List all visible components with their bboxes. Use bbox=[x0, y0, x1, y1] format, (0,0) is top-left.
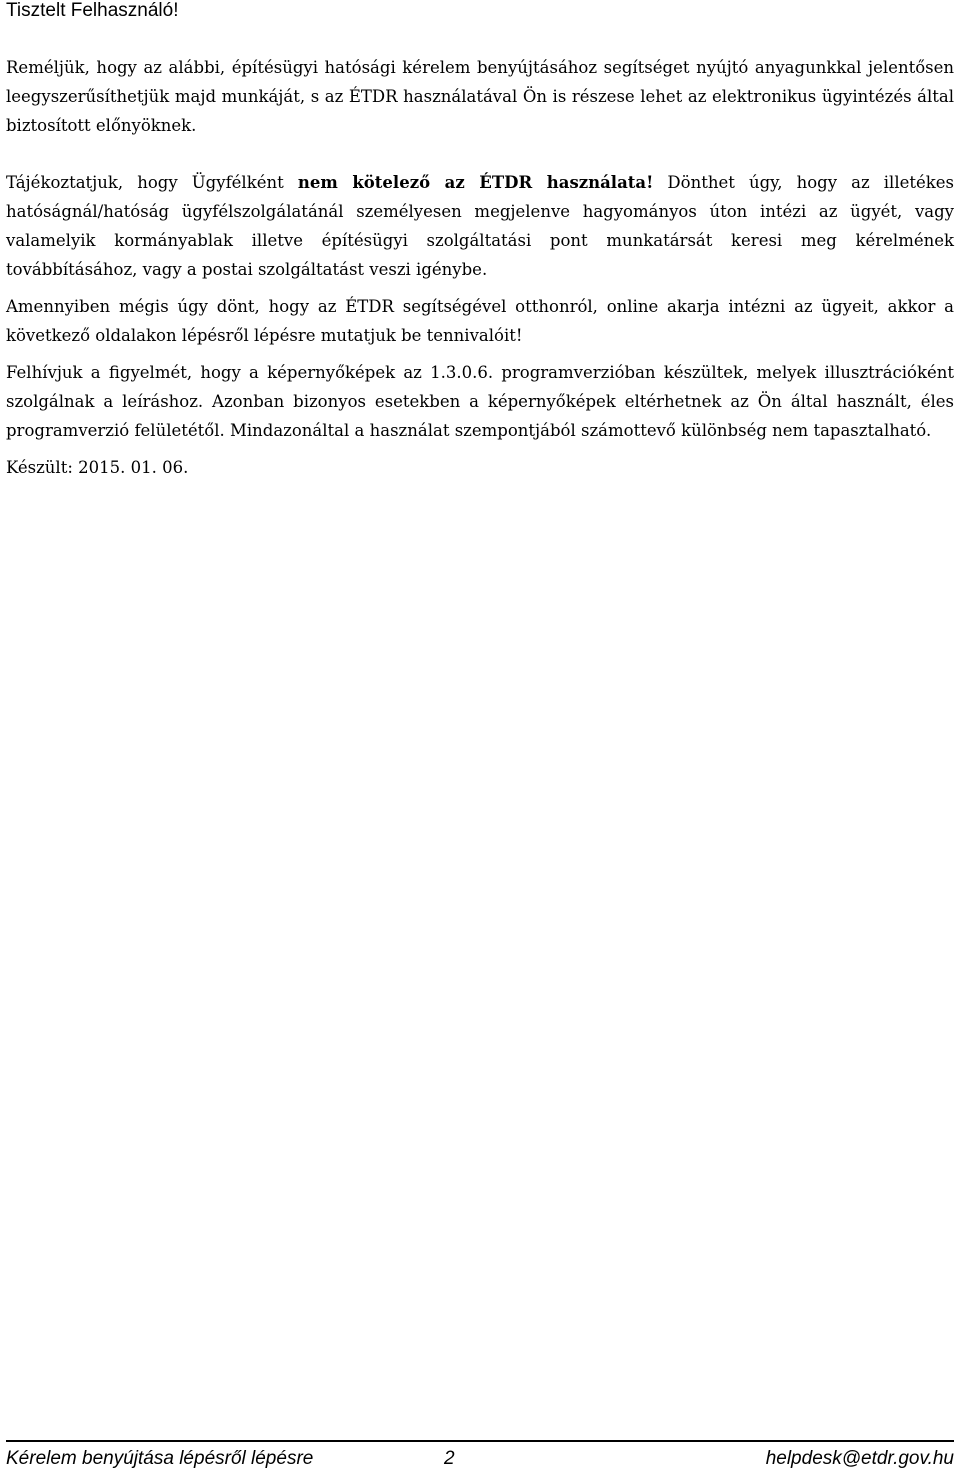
footer-email: helpdesk@etdr.gov.hu bbox=[765, 1448, 954, 1469]
greeting: Tisztelt Felhasználó! bbox=[6, 0, 179, 21]
notice-suffix: Dönthet úgy, hogy az illetékes hatóságnál/hatóság ügyfélszolgálatánál személyesen megjelenve hagyományos úton intézi az ügyét, vagy valamelyik kormányablak illetve építésügyi szolgáltatási pont munkatársát keresi meg kérelmének továbbításához, vagy a postai szolgáltatást veszi igénybe. bbox=[6, 173, 954, 279]
notice-prefix: Tájékoztatjuk, hogy Ügyfélként bbox=[6, 173, 298, 192]
notice-bold: nem kötelező az ÉTDR használata! bbox=[297, 173, 654, 192]
footer-title: Kérelem benyújtása lépésről lépésre bbox=[6, 1448, 314, 1469]
notice-paragraph bbox=[6, 168, 954, 284]
document-date: Készült: 2015. 01. 06. bbox=[6, 458, 189, 477]
page-number: 2 bbox=[444, 1448, 455, 1469]
screenshot-paragraph: Felhívjuk a figyelmét, hogy a képernyőképek az 1.3.0.6. programverzióban készültek, melyek illusztrációként szolgálnak a leíráshoz. Azonban bizonyos esetekben a képernyőképek eltérhetnek az Ön által használt, éles programverzió felületétől. Mindazonáltal a használat szempontjából számottevő különbség nem tapasztalható. bbox=[6, 363, 954, 440]
document-body bbox=[6, 53, 954, 490]
online-paragraph: Amennyiben mégis úgy dönt, hogy az ÉTDR segítségével otthonról, online akarja intézni az ügyeit, akkor a következő oldalakon lépésről lépésre mutatjuk be tennivalóit! bbox=[6, 297, 954, 345]
intro-paragraph: Reméljük, hogy az alábbi, építésügyi hatósági kérelem benyújtásához segítséget nyújtó anyagunkkal jelentősen leegyszerűsíthetjük majd munkáját, s az ÉTDR használatával Ön is részese lehet az elektronikus ügyintézés által biztosított előnyöknek. bbox=[6, 58, 954, 135]
page-footer bbox=[6, 1440, 954, 1470]
